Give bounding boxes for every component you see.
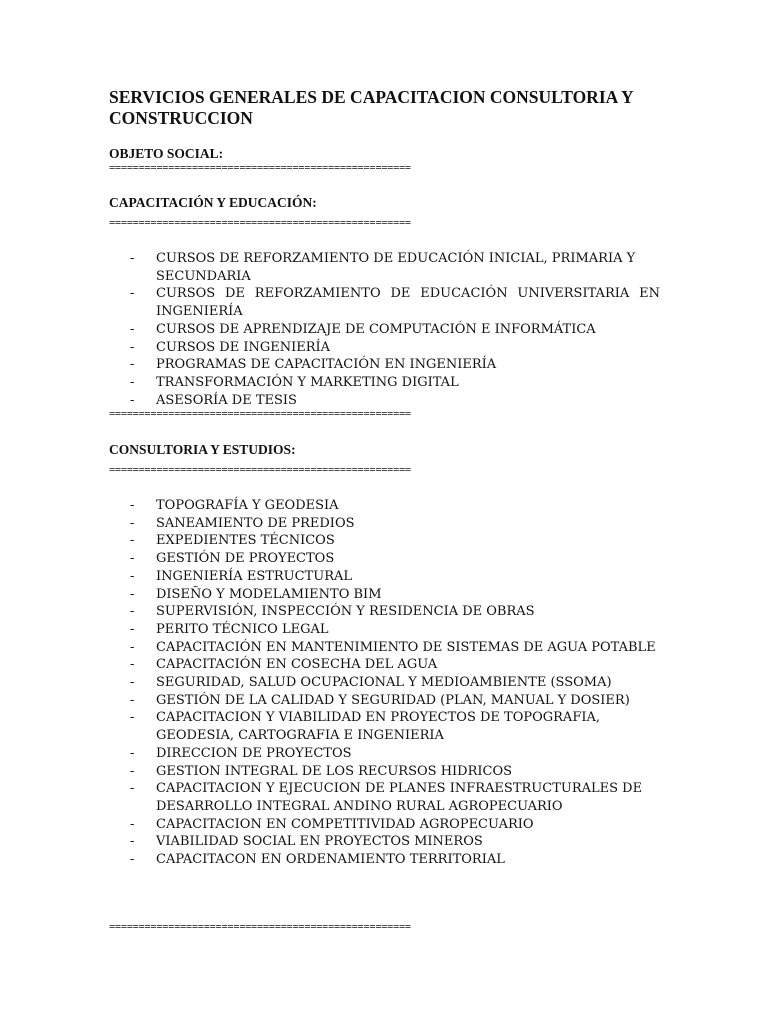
section-heading-capacitacion: CAPACITACIÓN Y EDUCACIÓN: [109,195,317,210]
list-dash: - [130,745,135,761]
list-item [130,250,660,285]
list-item-text: INGENIERÍA ESTRUCTURAL [156,568,353,584]
list-item-text: CURSOS DE INGENIERÍA [156,339,331,355]
list-item-text: GESTIÓN DE LA CALIDAD Y SEGURIDAD (PLAN, MANUAL Y DOSIER) [156,692,630,708]
list-dash: - [130,515,135,531]
list-dash: - [130,498,135,513]
list-item [130,745,660,763]
consultoria-list [130,497,660,869]
capacitacion-list [130,250,660,409]
objeto-social-heading: OBJETO SOCIAL: [109,146,224,161]
section-heading-consultoria: CONSULTORIA Y ESTUDIOS: [109,442,296,457]
list-item-text: CAPACITACIÓN EN COSECHA DEL AGUA [156,657,438,673]
list-item-text: VIABILIDAD SOCIAL EN PROYECTOS MINEROS [156,834,483,850]
separator-rule: =================================================== [109,162,411,174]
separator-rule: =================================================== [109,408,411,420]
list-item-text: CURSOS DE REFORZAMIENTO DE EDUCACIÓN INICIAL, PRIMARIA Y SECUNDARIA [156,251,636,284]
list-item [130,321,660,339]
list-item [130,392,660,410]
list-item [130,356,660,374]
list-dash: - [130,533,135,549]
list-item-text: CURSOS DE REFORZAMIENTO DE EDUCACIÓN UNIVERSITARIA EN INGENIERÍA [156,286,660,320]
list-dash: - [130,816,135,832]
list-dash: - [130,374,135,390]
list-dash: - [130,568,135,584]
list-item-text: EXPEDIENTES TÉCNICOS [156,533,335,549]
list-item-text: GESTION INTEGRAL DE LOS RECURSOS HIDRICOS [156,763,513,779]
list-item-text: SANEAMIENTO DE PREDIOS [156,515,355,531]
list-item-text: ASESORÍA DE TESIS [156,392,297,408]
list-dash: - [130,763,135,779]
list-item-text: CAPACITACION Y VIABILIDAD EN PROYECTOS DE TOPOGRAFIA, GEODESIA, CARTOGRAFIA E INGENIERIA [156,710,600,744]
list-dash: - [130,286,135,302]
list-item [130,532,660,550]
list-item-text: CAPACITACION Y EJECUCION DE PLANES INFRAESTRUCTURALES DE DESARROLLO INTEGRAL ANDINO RURAL AGROPECUARIO [156,781,643,814]
list-item [130,515,660,533]
list-item [130,374,660,392]
separator-rule: =================================================== [109,217,411,229]
list-item-text: TOPOGRAFÍA Y GEODESIA [156,498,339,513]
list-item [130,780,660,815]
list-dash: - [130,657,135,673]
separator-rule: =================================================== [109,921,411,933]
list-item [130,603,660,621]
list-item-text: SEGURIDAD, SALUD OCUPACIONAL Y MEDIOAMBIENTE (SSOMA) [156,675,612,691]
list-item [130,497,660,515]
list-dash: - [130,852,135,868]
list-item-text: PERITO TÉCNICO LEGAL [156,621,329,637]
list-item-text: GESTIÓN DE PROYECTOS [156,551,335,567]
list-item [130,550,660,568]
list-item [130,568,660,586]
list-dash: - [130,251,135,266]
list-dash: - [130,781,135,797]
list-dash: - [130,551,135,567]
list-dash: - [130,586,135,602]
list-item [130,586,660,604]
list-dash: - [130,639,135,655]
list-item [130,621,660,639]
list-item [130,656,660,674]
list-item [130,816,660,834]
separator-rule: =================================================== [109,464,411,476]
list-dash: - [130,834,135,850]
list-item-text: TRANSFORMACIÓN Y MARKETING DIGITAL [156,374,459,390]
list-dash: - [130,321,135,337]
list-item [130,285,660,320]
list-item [130,692,660,710]
list-item [130,339,660,357]
list-item-text: DIRECCION DE PROYECTOS [156,745,352,761]
list-item [130,833,660,851]
list-dash: - [130,710,135,726]
list-item-text: CAPACITACIÓN EN MANTENIMIENTO DE SISTEMAS DE AGUA POTABLE [156,639,656,655]
list-item [130,674,660,692]
list-item [130,763,660,781]
list-item-text: CAPACITACON EN ORDENAMIENTO TERRITORIAL [156,852,505,868]
list-item-text: PROGRAMAS DE CAPACITACIÓN EN INGENIERÍA [156,357,497,373]
list-dash: - [130,357,135,373]
list-dash: - [130,692,135,708]
list-item-text: CAPACITACION EN COMPETITIVIDAD AGROPECUARIO [156,816,534,832]
list-dash: - [130,604,135,620]
list-item-text: CURSOS DE APRENDIZAJE DE COMPUTACIÓN E INFORMÁTICA [156,321,596,337]
document-title: SERVICIOS GENERALES DE CAPACITACION CONSULTORIA Y CONSTRUCCION [109,87,634,128]
list-dash: - [130,621,135,637]
list-item [130,639,660,657]
list-item-text: SUPERVISIÓN, INSPECCIÓN Y RESIDENCIA DE OBRAS [156,604,535,620]
list-dash: - [130,675,135,691]
list-item-text: DISEÑO Y MODELAMIENTO BIM [156,586,382,602]
list-item [130,851,660,869]
list-dash: - [130,339,135,355]
list-item [130,709,660,744]
list-dash: - [130,392,135,408]
